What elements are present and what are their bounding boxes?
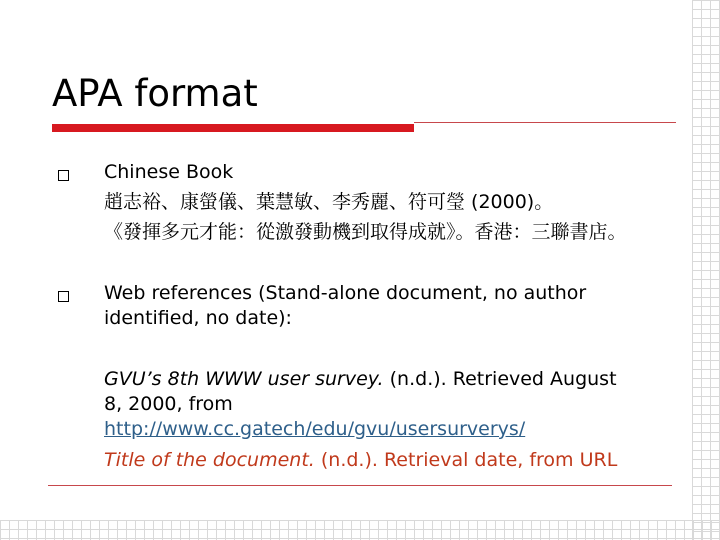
bullet-heading-web-references-line-1: Web references (Stand-alone document, no author <box>104 282 587 304</box>
web-example-title: GVU’s 8th WWW user survey. <box>104 368 384 390</box>
title-accent-bar <box>52 124 414 132</box>
bullet-square-icon <box>58 170 69 181</box>
chinese-reference-line-1: 趙志裕、康螢儀、葉慧敏、李秀麗、符可瑩 (2000)。 <box>104 191 554 213</box>
title-divider-line <box>414 122 676 123</box>
template-rest: (n.d.). Retrieval date, from URL <box>314 449 618 471</box>
bullet-square-icon <box>58 291 69 302</box>
graph-paper-bottom <box>0 520 720 540</box>
web-example-url-line <box>104 417 525 442</box>
web-example-line-2: 8, 2000, from <box>104 393 233 415</box>
web-example-date-retrieved: (n.d.). Retrieved August <box>383 368 617 390</box>
web-example-url-link[interactable]: http://www.cc.gatech/edu/gvu/usersurverys/ <box>104 418 526 440</box>
bottom-divider-line <box>48 485 672 486</box>
bullet-heading-chinese-book: Chinese Book <box>104 161 234 183</box>
slide-title: APA format <box>52 72 258 115</box>
bullet-heading-web-references-line-2: identified, no date): <box>104 307 292 329</box>
web-reference-template <box>104 448 617 473</box>
web-example-line-1 <box>104 367 617 392</box>
template-title: Title of the document. <box>104 449 315 471</box>
chinese-reference-line-2: 《發揮多元才能：從激發動機到取得成就》。香港：三聯書店。 <box>104 221 627 243</box>
graph-paper-right <box>692 0 720 540</box>
